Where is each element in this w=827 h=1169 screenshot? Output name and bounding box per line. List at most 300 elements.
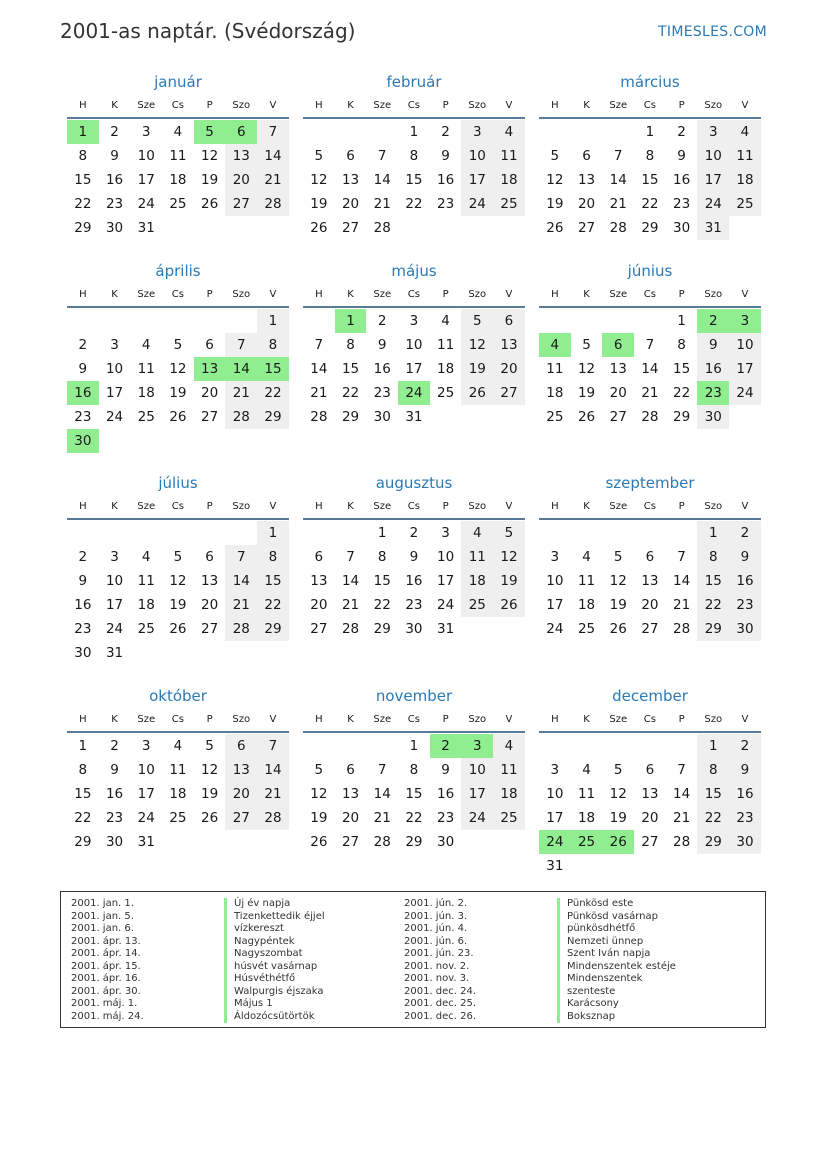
day-cell: 5 xyxy=(582,337,591,353)
day-cell: 29 xyxy=(641,220,659,236)
day-cell: 1 xyxy=(335,309,367,333)
days-grid xyxy=(303,521,525,641)
empty-cell xyxy=(602,120,634,144)
weekday-label: V xyxy=(269,501,277,512)
day-cell: 20 xyxy=(225,168,257,192)
day-cell: 15 xyxy=(641,172,659,188)
day-cell: 15 xyxy=(373,573,391,589)
weekday-label: Cs xyxy=(171,714,184,725)
weekday-header xyxy=(303,97,525,119)
day-cell: 12 xyxy=(310,786,328,802)
day-cell: 23 xyxy=(673,196,691,212)
weekday-label: Cs xyxy=(407,100,420,111)
day-cell: 4 xyxy=(493,120,525,144)
day-cell: 18 xyxy=(493,168,525,192)
weekday-label: K xyxy=(347,100,354,111)
day-cell: 20 xyxy=(225,782,257,806)
day-cell: 31 xyxy=(137,220,155,236)
day-cell: 26 xyxy=(310,220,328,236)
holiday-date: 2001. dec. 24. xyxy=(404,985,477,997)
weekday-label: Cs xyxy=(171,100,184,111)
day-cell: 9 xyxy=(697,333,729,357)
day-cell: 10 xyxy=(405,337,423,353)
day-cell: 18 xyxy=(577,597,596,613)
weekday-label: Sze xyxy=(137,501,156,512)
month-4 xyxy=(67,261,289,453)
month-name: május xyxy=(391,262,437,280)
day-cell: 4 xyxy=(539,333,571,357)
weekday-label: V xyxy=(505,501,513,512)
month-name: június xyxy=(627,262,673,280)
site-logo[interactable]: TIMESLES.COM xyxy=(658,24,767,40)
empty-cell xyxy=(539,734,571,758)
holiday-dates-column-2 xyxy=(404,898,476,1023)
day-cell: 26 xyxy=(602,830,634,854)
day-cell: 21 xyxy=(373,810,391,826)
day-cell: 15 xyxy=(697,569,729,593)
day-cell: 22 xyxy=(405,810,423,826)
holiday-date: 2001. máj. 24. xyxy=(71,1010,144,1022)
day-cell: 23 xyxy=(74,621,92,637)
holiday-name: Áldozócsütörtök xyxy=(224,1011,325,1024)
day-cell: 20 xyxy=(493,357,525,381)
day-cell: 25 xyxy=(729,192,761,216)
day-cell: 25 xyxy=(461,593,493,617)
weekday-header xyxy=(303,498,525,520)
day-cell: 9 xyxy=(441,762,450,778)
day-cell: 22 xyxy=(405,196,423,212)
weekday-label: K xyxy=(347,501,354,512)
day-cell: 10 xyxy=(546,786,564,802)
weekday-label: Sze xyxy=(609,714,628,725)
day-cell: 12 xyxy=(201,762,219,778)
weekday-label: V xyxy=(741,501,749,512)
day-cell: 6 xyxy=(346,762,355,778)
month-name: március xyxy=(620,73,680,91)
day-cell: 9 xyxy=(677,148,686,164)
day-cell: 27 xyxy=(201,409,219,425)
day-cell: 19 xyxy=(201,172,219,188)
day-cell: 4 xyxy=(729,120,761,144)
day-cell: 29 xyxy=(697,830,729,854)
weekday-label: Szo xyxy=(704,714,723,725)
weekday-label: Szo xyxy=(704,501,723,512)
month-name: április xyxy=(155,262,201,280)
day-cell: 11 xyxy=(137,361,155,377)
weekday-label: H xyxy=(551,289,559,300)
day-cell: 7 xyxy=(377,148,387,164)
empty-cell xyxy=(602,309,634,333)
day-cell: 11 xyxy=(729,144,761,168)
day-cell: 6 xyxy=(602,333,634,357)
empty-cell xyxy=(67,521,99,545)
weekday-header xyxy=(539,711,761,733)
day-cell: 28 xyxy=(609,220,627,236)
day-cell: 30 xyxy=(105,834,124,850)
empty-cell xyxy=(539,521,571,545)
day-cell: 6 xyxy=(346,148,355,164)
holiday-date: 2001. ápr. 13. xyxy=(71,935,141,947)
day-cell: 20 xyxy=(341,810,360,826)
day-cell: 20 xyxy=(641,810,659,826)
empty-cell xyxy=(571,120,603,144)
day-cell: 5 xyxy=(613,549,623,565)
day-cell: 13 xyxy=(310,573,328,589)
weekday-label: Cs xyxy=(643,714,656,725)
day-cell: 5 xyxy=(205,738,214,754)
weekday-label: Szo xyxy=(468,100,487,111)
day-cell: 1 xyxy=(677,313,686,329)
day-cell: 14 xyxy=(673,573,691,589)
day-cell: 28 xyxy=(641,409,659,425)
day-cell: 14 xyxy=(609,172,627,188)
day-cell: 16 xyxy=(437,172,455,188)
day-cell: 26 xyxy=(310,834,328,850)
day-cell: 28 xyxy=(225,617,257,641)
day-cell: 12 xyxy=(310,172,328,188)
day-cell: 21 xyxy=(225,381,257,405)
day-cell: 5 xyxy=(173,337,183,353)
month-6 xyxy=(539,261,761,429)
day-cell: 21 xyxy=(641,385,659,401)
day-cell: 4 xyxy=(582,549,591,565)
month-name: október xyxy=(149,687,207,705)
day-cell: 3 xyxy=(141,738,151,754)
day-cell: 21 xyxy=(341,597,360,613)
day-cell: 12 xyxy=(493,545,525,569)
days-grid xyxy=(303,734,525,854)
holiday-date: 2001. jún. 4. xyxy=(404,923,468,934)
day-cell: 31 xyxy=(137,834,155,850)
empty-cell xyxy=(225,521,257,545)
holiday-date: 2001. nov. 3. xyxy=(404,973,470,984)
weekday-label: P xyxy=(442,714,449,725)
empty-cell xyxy=(335,120,367,144)
day-cell: 10 xyxy=(461,144,493,168)
day-cell: 9 xyxy=(377,337,387,353)
day-cell: 17 xyxy=(546,597,564,613)
day-cell: 25 xyxy=(137,621,155,637)
day-cell: 17 xyxy=(461,782,493,806)
day-cell: 29 xyxy=(373,621,391,637)
day-cell: 7 xyxy=(677,549,686,565)
day-cell: 29 xyxy=(257,405,289,429)
weekday-label: V xyxy=(269,100,277,111)
weekday-header xyxy=(539,286,761,308)
day-cell: 7 xyxy=(645,337,655,353)
day-cell: 29 xyxy=(74,834,92,850)
empty-cell xyxy=(571,521,603,545)
day-cell: 8 xyxy=(257,545,289,569)
weekday-label: P xyxy=(678,714,685,725)
day-cell: 4 xyxy=(461,521,493,545)
day-cell: 16 xyxy=(405,573,423,589)
day-cell: 26 xyxy=(169,621,187,637)
days-grid xyxy=(303,120,525,240)
weekday-label: K xyxy=(111,501,118,512)
weekday-label: Cs xyxy=(171,289,184,300)
day-cell: 25 xyxy=(546,409,564,425)
day-cell: 7 xyxy=(346,549,355,565)
day-cell: 15 xyxy=(257,357,289,381)
month-10 xyxy=(67,686,289,854)
day-cell: 14 xyxy=(673,786,691,802)
weekday-label: Cs xyxy=(407,289,420,300)
empty-cell xyxy=(303,521,335,545)
empty-cell xyxy=(571,309,603,333)
empty-cell xyxy=(130,521,162,545)
holiday-name: Nagypéntek xyxy=(224,936,325,949)
day-cell: 13 xyxy=(341,172,360,188)
day-cell: 4 xyxy=(441,313,450,329)
day-cell: 26 xyxy=(169,409,187,425)
day-cell: 13 xyxy=(201,573,219,589)
day-cell: 18 xyxy=(169,786,187,802)
day-cell: 25 xyxy=(137,409,155,425)
weekday-label: H xyxy=(315,289,323,300)
day-cell: 30 xyxy=(437,834,455,850)
day-cell: 19 xyxy=(169,597,187,613)
days-grid xyxy=(539,309,761,429)
holiday-date: 2001. jún. 6. xyxy=(404,935,468,947)
month-name: november xyxy=(375,687,453,705)
day-cell: 31 xyxy=(437,621,455,637)
day-cell: 10 xyxy=(697,144,729,168)
days-grid xyxy=(67,120,289,240)
weekday-label: K xyxy=(111,289,118,300)
weekday-label: Sze xyxy=(609,100,628,111)
holiday-date: 2001. ápr. 15. xyxy=(71,960,141,972)
day-cell: 20 xyxy=(641,597,659,613)
holiday-name: Szent Iván napja xyxy=(557,948,676,961)
days-grid xyxy=(67,734,289,854)
holiday-date: 2001. ápr. 14. xyxy=(71,948,141,959)
weekday-label: Sze xyxy=(609,501,628,512)
day-cell: 13 xyxy=(577,172,596,188)
day-cell: 7 xyxy=(314,337,324,353)
day-cell: 14 xyxy=(341,573,360,589)
day-cell: 20 xyxy=(201,597,219,613)
weekday-label: H xyxy=(79,501,87,512)
day-cell: 1 xyxy=(257,309,289,333)
day-cell: 8 xyxy=(257,333,289,357)
holiday-name: Május 1 xyxy=(224,998,325,1011)
day-cell: 24 xyxy=(105,409,124,425)
day-cell: 6 xyxy=(582,148,591,164)
month-name: július xyxy=(158,474,198,492)
weekday-label: H xyxy=(315,501,323,512)
holiday-name: Pünkösd vasárnap xyxy=(557,911,676,924)
day-cell: 5 xyxy=(314,148,324,164)
day-cell: 26 xyxy=(546,220,564,236)
weekday-header xyxy=(67,286,289,308)
day-cell: 14 xyxy=(373,172,391,188)
day-cell: 28 xyxy=(310,409,328,425)
weekday-label: H xyxy=(315,100,323,111)
day-cell: 8 xyxy=(409,148,419,164)
day-cell: 8 xyxy=(697,758,729,782)
day-cell: 22 xyxy=(257,593,289,617)
day-cell: 2 xyxy=(110,124,119,140)
day-cell: 20 xyxy=(201,385,219,401)
day-cell: 11 xyxy=(493,144,525,168)
day-cell: 15 xyxy=(405,786,423,802)
holiday-date: 2001. jan. 1. xyxy=(71,898,134,909)
day-cell: 21 xyxy=(257,168,289,192)
day-cell: 11 xyxy=(137,573,155,589)
day-cell: 31 xyxy=(546,858,564,874)
holiday-date: 2001. ápr. 30. xyxy=(71,985,141,997)
holiday-names-column-2 xyxy=(557,898,676,1023)
weekday-label: P xyxy=(206,714,213,725)
day-cell: 10 xyxy=(137,762,155,778)
day-cell: 19 xyxy=(609,597,627,613)
weekday-label: Sze xyxy=(137,100,156,111)
day-cell: 11 xyxy=(461,545,493,569)
weekday-label: P xyxy=(678,289,685,300)
weekday-label: K xyxy=(583,100,590,111)
day-cell: 5 xyxy=(613,762,623,778)
day-cell: 27 xyxy=(201,621,219,637)
weekday-label: Szo xyxy=(468,501,487,512)
holiday-name: Boksznap xyxy=(557,1011,676,1024)
month-12 xyxy=(539,686,761,878)
holiday-name: Mindenszentek xyxy=(557,973,676,986)
day-cell: 21 xyxy=(673,810,691,826)
day-cell: 17 xyxy=(105,597,124,613)
day-cell: 13 xyxy=(341,786,360,802)
day-cell: 7 xyxy=(677,762,686,778)
day-cell: 28 xyxy=(673,834,691,850)
day-cell: 17 xyxy=(137,786,155,802)
weekday-label: H xyxy=(551,501,559,512)
day-cell: 22 xyxy=(641,196,659,212)
day-cell: 11 xyxy=(546,361,564,377)
day-cell: 31 xyxy=(105,645,124,661)
day-cell: 27 xyxy=(341,834,360,850)
day-cell: 3 xyxy=(461,734,493,758)
weekday-label: Szo xyxy=(232,289,251,300)
day-cell: 25 xyxy=(493,806,525,830)
day-cell: 30 xyxy=(105,220,124,236)
day-cell: 9 xyxy=(441,148,450,164)
weekday-label: Sze xyxy=(373,714,392,725)
month-11 xyxy=(303,686,525,854)
day-cell: 11 xyxy=(493,758,525,782)
day-cell: 4 xyxy=(173,738,183,754)
holiday-name: pünkösdhétfő xyxy=(557,923,676,936)
day-cell: 22 xyxy=(74,196,92,212)
weekday-label: K xyxy=(583,501,590,512)
holiday-name: Tizenkettedik éjjel xyxy=(224,911,325,924)
day-cell: 8 xyxy=(677,337,686,353)
day-cell: 11 xyxy=(577,573,596,589)
day-cell: 21 xyxy=(310,385,328,401)
day-cell: 7 xyxy=(257,734,289,758)
day-cell: 8 xyxy=(697,545,729,569)
day-cell: 12 xyxy=(461,333,493,357)
weekday-header xyxy=(67,498,289,520)
day-cell: 23 xyxy=(437,196,455,212)
holiday-date: 2001. jún. 23. xyxy=(404,948,474,959)
day-cell: 6 xyxy=(493,309,525,333)
day-cell: 25 xyxy=(437,385,455,401)
weekday-header xyxy=(67,711,289,733)
weekday-label: V xyxy=(269,714,277,725)
day-cell: 26 xyxy=(201,810,219,826)
holiday-date: 2001. nov. 2. xyxy=(404,960,470,972)
day-cell: 29 xyxy=(697,617,729,641)
holiday-name: Húsvéthétfő xyxy=(224,973,325,986)
day-cell: 10 xyxy=(437,549,455,565)
day-cell: 24 xyxy=(546,621,564,637)
day-cell: 25 xyxy=(493,192,525,216)
day-cell: 15 xyxy=(341,361,360,377)
day-cell: 4 xyxy=(141,549,151,565)
day-cell: 3 xyxy=(441,525,450,541)
day-cell: 13 xyxy=(225,758,257,782)
day-cell: 18 xyxy=(137,385,155,401)
day-cell: 23 xyxy=(697,381,729,405)
day-cell: 1 xyxy=(78,738,88,754)
days-grid xyxy=(539,120,761,240)
day-cell: 31 xyxy=(697,216,729,240)
month-5 xyxy=(303,261,525,429)
holiday-name: Pünkösd este xyxy=(557,898,676,911)
day-cell: 20 xyxy=(577,196,596,212)
day-cell: 23 xyxy=(373,385,391,401)
holiday-date: 2001. máj. 1. xyxy=(71,998,138,1009)
holiday-dates-column-1 xyxy=(71,898,144,1023)
day-cell: 16 xyxy=(437,786,455,802)
day-cell: 12 xyxy=(577,361,596,377)
weekday-label: P xyxy=(442,501,449,512)
day-cell: 5 xyxy=(173,549,183,565)
weekday-label: P xyxy=(442,289,449,300)
day-cell: 28 xyxy=(257,192,289,216)
day-cell: 19 xyxy=(310,196,328,212)
day-cell: 23 xyxy=(105,196,124,212)
day-cell: 28 xyxy=(225,405,257,429)
empty-cell xyxy=(602,734,634,758)
day-cell: 17 xyxy=(405,361,423,377)
day-cell: 2 xyxy=(78,549,88,565)
day-cell: 18 xyxy=(169,172,187,188)
empty-cell xyxy=(225,309,257,333)
weekday-label: Sze xyxy=(137,289,156,300)
holiday-date: 2001. jún. 3. xyxy=(404,910,468,922)
empty-cell xyxy=(130,309,162,333)
day-cell: 5 xyxy=(493,521,525,545)
day-cell: 22 xyxy=(697,593,729,617)
day-cell: 18 xyxy=(437,361,455,377)
empty-cell xyxy=(335,734,367,758)
day-cell: 21 xyxy=(257,782,289,806)
empty-cell xyxy=(634,734,666,758)
day-cell: 16 xyxy=(729,569,761,593)
day-cell: 28 xyxy=(673,621,691,637)
weekday-label: P xyxy=(442,100,449,111)
weekday-label: Cs xyxy=(407,501,420,512)
day-cell: 12 xyxy=(609,786,627,802)
day-cell: 24 xyxy=(137,196,155,212)
holiday-name: Mindenszentek estéje xyxy=(557,961,676,974)
day-cell: 30 xyxy=(729,830,761,854)
month-name: január xyxy=(154,73,202,91)
day-cell: 23 xyxy=(105,810,124,826)
day-cell: 3 xyxy=(550,549,560,565)
day-cell: 8 xyxy=(377,549,387,565)
